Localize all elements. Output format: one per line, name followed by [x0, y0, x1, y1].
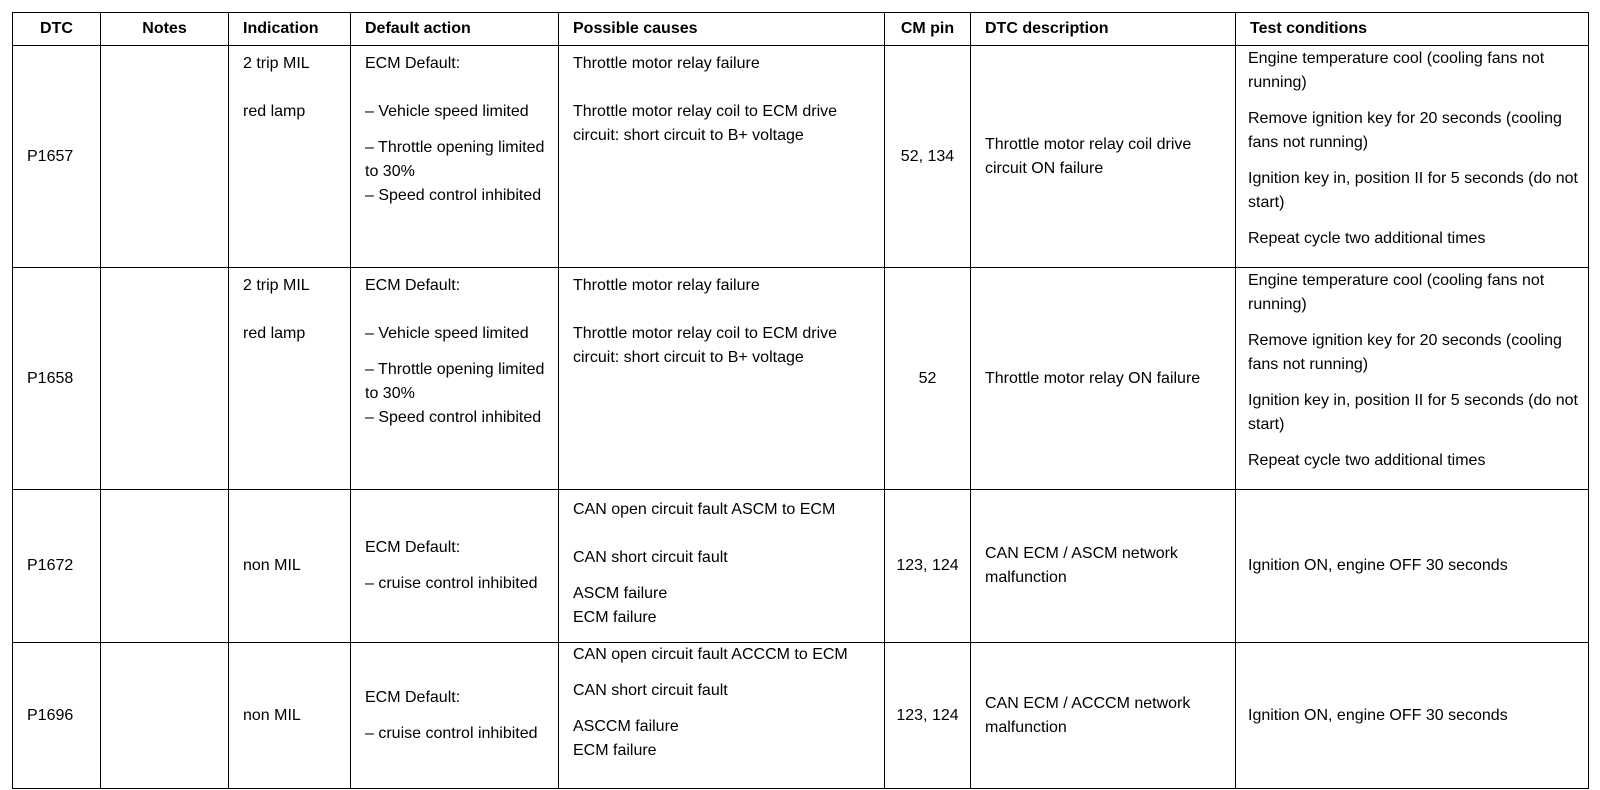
dtc-code: P1672 — [13, 490, 101, 643]
cause-line: CAN short circuit fault — [573, 549, 728, 566]
cm-pin-cell: 123, 124 — [885, 490, 971, 643]
table-row — [13, 490, 1589, 643]
default-action-cell — [351, 490, 559, 643]
default-action-line: – Speed control inhibited — [365, 409, 542, 426]
cause-line: Throttle motor relay failure — [573, 277, 760, 294]
cause-line: ECM failure — [573, 609, 657, 626]
indication-line: red lamp — [243, 103, 306, 120]
dtc-description-cell: Throttle motor relay coil drive circuit ON failure — [971, 46, 1236, 268]
condition-line: Ignition key in, position II for 5 seconds (do not start) — [1248, 392, 1578, 433]
dtc-table — [12, 12, 1589, 789]
default-action-line: – Vehicle speed limited — [365, 103, 529, 120]
default-action-cell — [351, 268, 559, 490]
notes-cell — [101, 268, 229, 490]
notes-cell — [101, 490, 229, 643]
cause-line: Throttle motor relay coil to ECM drive circuit: short circuit to B+ voltage — [573, 103, 838, 144]
cm-pin-cell: 52 — [885, 268, 971, 490]
default-action-line: – Speed control inhibited — [365, 187, 542, 204]
table-row — [13, 46, 1589, 268]
test-conditions-cell — [1236, 490, 1589, 643]
condition-line: Ignition key in, position II for 5 seconds (do not start) — [1248, 170, 1578, 211]
default-action-line: – cruise control inhibited — [365, 575, 538, 592]
cm-pin-cell: 52, 134 — [885, 46, 971, 268]
default-action-line: ECM Default: — [365, 277, 461, 294]
condition-line: Engine temperature cool (cooling fans not running) — [1248, 50, 1545, 91]
cause-line: CAN short circuit fault — [573, 682, 728, 699]
condition-line: Repeat cycle two additional times — [1248, 230, 1486, 247]
header-test-conditions: Test conditions — [1236, 13, 1589, 46]
dtc-description-cell: CAN ECM / ACCCM network malfunction — [971, 643, 1236, 789]
dtc-code: P1658 — [13, 268, 101, 490]
condition-line: Engine temperature cool (cooling fans not running) — [1248, 272, 1545, 313]
default-action-line: – cruise control inhibited — [365, 724, 538, 742]
indication-line: non MIL — [243, 557, 301, 574]
header-notes: Notes — [101, 13, 229, 46]
cause-line: CAN open circuit fault ACCCM to ECM — [573, 646, 848, 663]
possible-causes-cell — [559, 268, 885, 490]
header-row — [13, 13, 1589, 46]
cause-line: CAN open circuit fault ASCM to ECM — [573, 501, 836, 518]
test-conditions-cell — [1236, 643, 1589, 789]
table-row — [13, 643, 1589, 789]
possible-causes-cell — [559, 490, 885, 643]
indication-line: 2 trip MIL — [243, 55, 310, 72]
possible-causes-cell — [559, 46, 885, 268]
header-possible-causes: Possible causes — [559, 13, 885, 46]
default-action-line: ECM Default: — [365, 55, 461, 72]
dtc-code: P1696 — [13, 643, 101, 789]
default-action-line: – Vehicle speed limited — [365, 325, 529, 342]
indication-line: red lamp — [243, 325, 306, 342]
header-indication: Indication — [229, 13, 351, 46]
condition-line: Remove ignition key for 20 seconds (cooling fans not running) — [1248, 110, 1562, 151]
header-cm-pin: CM pin — [885, 13, 971, 46]
dtc-description-cell: CAN ECM / ASCM network malfunction — [971, 490, 1236, 643]
condition-line: Ignition ON, engine OFF 30 seconds — [1248, 706, 1508, 724]
cause-line: ASCCM failure — [573, 718, 679, 735]
indication-cell — [229, 643, 351, 789]
table-row — [13, 268, 1589, 490]
default-action-cell — [351, 643, 559, 789]
cause-line: Throttle motor relay coil to ECM drive circuit: short circuit to B+ voltage — [573, 325, 838, 366]
condition-line: Remove ignition key for 20 seconds (cooling fans not running) — [1248, 332, 1562, 373]
default-action-line: – Throttle opening limited to 30% — [365, 361, 545, 402]
possible-causes-cell — [559, 643, 885, 789]
default-action-line: – Throttle opening limited to 30% — [365, 139, 545, 180]
default-action-line: ECM Default: — [365, 539, 461, 556]
notes-cell — [101, 643, 229, 789]
cause-line: ECM failure — [573, 742, 657, 759]
dtc-description-cell: Throttle motor relay ON failure — [971, 268, 1236, 490]
condition-line: Repeat cycle two additional times — [1248, 452, 1486, 469]
dtc-code: P1657 — [13, 46, 101, 268]
header-default-action: Default action — [351, 13, 559, 46]
test-conditions-cell — [1236, 46, 1589, 268]
indication-cell — [229, 490, 351, 643]
indication-cell — [229, 268, 351, 490]
condition-line: Ignition ON, engine OFF 30 seconds — [1248, 557, 1508, 574]
cause-line: ASCM failure — [573, 585, 668, 602]
cm-pin-cell: 123, 124 — [885, 643, 971, 789]
indication-cell — [229, 46, 351, 268]
notes-cell — [101, 46, 229, 268]
header-dtc-description: DTC description — [971, 13, 1236, 46]
cause-line: Throttle motor relay failure — [573, 55, 760, 72]
indication-line: non MIL — [243, 706, 301, 724]
default-action-line: ECM Default: — [365, 688, 461, 706]
header-dtc: DTC — [13, 13, 101, 46]
test-conditions-cell — [1236, 268, 1589, 490]
default-action-cell — [351, 46, 559, 268]
indication-line: 2 trip MIL — [243, 277, 310, 294]
